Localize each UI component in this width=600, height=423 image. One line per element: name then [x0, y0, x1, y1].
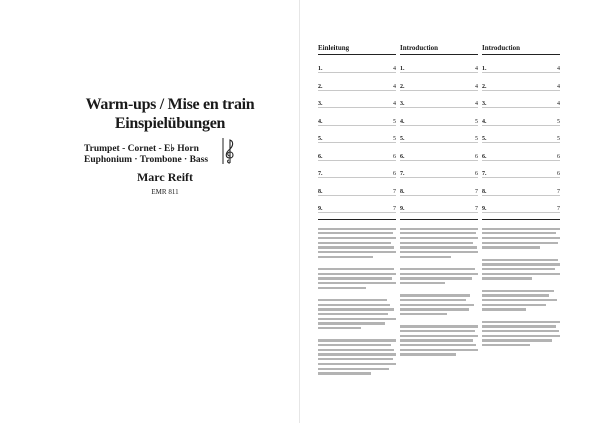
toc-page-number: 6	[557, 171, 560, 177]
column-heading: Introduction	[400, 44, 478, 55]
toc-number: 4.	[482, 118, 487, 125]
toc-entry[interactable]	[400, 149, 478, 161]
toc-entry[interactable]	[318, 149, 396, 161]
toc-entry[interactable]	[482, 166, 560, 178]
toc-number: 4.	[400, 118, 405, 125]
toc-page-number: 5	[393, 118, 396, 125]
toc-page-number: 5	[557, 136, 560, 142]
toc-number: 3.	[482, 101, 487, 107]
toc-number: 9.	[482, 206, 487, 212]
toc-page-number: 4	[475, 101, 478, 107]
column-french	[400, 44, 478, 366]
toc-number: 6.	[400, 153, 405, 160]
toc-entry[interactable]	[400, 184, 478, 196]
toc-entry[interactable]	[482, 61, 560, 73]
column-english	[482, 44, 560, 356]
toc-page-number: 4	[393, 101, 396, 107]
body-paragraph	[400, 268, 478, 284]
toc-page-number: 5	[475, 118, 478, 125]
toc-number: 1.	[482, 66, 487, 72]
toc-number: 5.	[318, 136, 323, 142]
toc-page-number: 4	[557, 83, 560, 90]
contents-page	[300, 0, 600, 423]
toc-entry[interactable]	[318, 61, 396, 73]
body-paragraph	[318, 339, 396, 374]
toc-entry[interactable]	[318, 114, 396, 126]
toc-page-number: 6	[475, 153, 478, 160]
toc-page-number: 4	[475, 66, 478, 72]
toc-page-number: 4	[557, 66, 560, 72]
toc-number: 1.	[400, 66, 405, 72]
toc-page-number: 5	[475, 136, 478, 142]
toc-number: 2.	[400, 83, 405, 90]
toc-number: 7.	[318, 171, 323, 177]
body-paragraph	[482, 259, 560, 280]
toc-entry[interactable]	[400, 201, 478, 213]
toc-number: 6.	[482, 153, 487, 160]
toc-entry[interactable]	[482, 96, 560, 108]
toc-number: 9.	[318, 206, 323, 212]
toc-entry[interactable]	[318, 131, 396, 143]
toc-number: 7.	[482, 171, 487, 177]
toc-page-number: 6	[393, 171, 396, 177]
body-paragraph	[482, 228, 560, 249]
toc-page-number: 7	[393, 206, 396, 212]
cover-title: Warm-ups / Mise en train	[85, 96, 255, 113]
toc-entry[interactable]	[400, 61, 478, 73]
body-paragraph	[318, 228, 396, 258]
toc-entry[interactable]	[318, 184, 396, 196]
toc-entry[interactable]	[482, 201, 560, 213]
edition-code: EMR 811	[151, 188, 179, 196]
toc-number: 8.	[318, 188, 323, 195]
toc-page-number: 7	[475, 188, 478, 195]
body-paragraph	[318, 299, 396, 329]
toc-page-number: 7	[475, 206, 478, 212]
toc-number: 6.	[318, 153, 323, 160]
body-paragraph	[400, 294, 478, 315]
toc-page-number: 6	[557, 153, 560, 160]
toc-page-number: 4	[393, 66, 396, 72]
body-paragraph	[482, 321, 560, 347]
toc-entry[interactable]	[400, 114, 478, 126]
body-paragraph	[400, 228, 478, 258]
toc-number: 2.	[482, 83, 487, 90]
toc-entry[interactable]	[400, 96, 478, 108]
section-rule	[318, 219, 396, 220]
toc-entry[interactable]	[318, 201, 396, 213]
toc-number: 4.	[318, 118, 323, 125]
column-heading: Einleitung	[318, 44, 396, 55]
cover-subtitle: Einspielübungen	[114, 115, 226, 132]
toc-page-number: 7	[557, 206, 560, 212]
body-paragraph	[482, 290, 560, 311]
toc-number: 2.	[318, 83, 323, 90]
instruments-line-1: Trumpet - Cornet - E♭ Horn	[84, 144, 199, 154]
toc-entry[interactable]	[482, 184, 560, 196]
toc-entry[interactable]	[318, 79, 396, 91]
column-german	[318, 44, 396, 385]
treble-clef-icon	[222, 136, 236, 166]
toc-number: 9.	[400, 206, 405, 212]
toc-number: 3.	[318, 101, 323, 107]
toc-page-number: 4	[475, 83, 478, 90]
body-paragraph	[400, 325, 478, 355]
toc-page-number: 5	[557, 118, 560, 125]
author-name: Marc Reift	[136, 170, 194, 184]
toc-page-number: 7	[557, 188, 560, 195]
body-paragraph	[318, 268, 396, 289]
section-rule	[482, 219, 560, 220]
toc-number: 8.	[482, 188, 487, 195]
toc-number: 5.	[482, 136, 487, 142]
toc-page-number: 7	[393, 188, 396, 195]
toc-entry[interactable]	[400, 79, 478, 91]
toc-list	[482, 61, 560, 213]
toc-page-number: 4	[393, 83, 396, 90]
toc-entry[interactable]	[482, 131, 560, 143]
toc-entry[interactable]	[482, 79, 560, 91]
instruments-line-2: Euphonium · Trombone · Bass	[84, 155, 209, 165]
toc-page-number: 4	[557, 101, 560, 107]
toc-number: 1.	[318, 66, 323, 72]
toc-entry[interactable]	[482, 114, 560, 126]
toc-page-number: 6	[475, 171, 478, 177]
toc-list	[400, 61, 478, 213]
toc-entry[interactable]	[482, 149, 560, 161]
toc-number: 3.	[400, 101, 405, 107]
toc-page-number: 5	[393, 136, 396, 142]
toc-list	[318, 61, 396, 213]
toc-number: 8.	[400, 188, 405, 195]
toc-entry[interactable]	[400, 131, 478, 143]
toc-entry[interactable]	[400, 166, 478, 178]
toc-entry[interactable]	[318, 166, 396, 178]
toc-number: 7.	[400, 171, 405, 177]
section-rule	[400, 219, 478, 220]
column-heading: Introduction	[482, 44, 560, 55]
toc-page-number: 6	[393, 153, 396, 160]
toc-entry[interactable]	[318, 96, 396, 108]
toc-number: 5.	[400, 136, 405, 142]
